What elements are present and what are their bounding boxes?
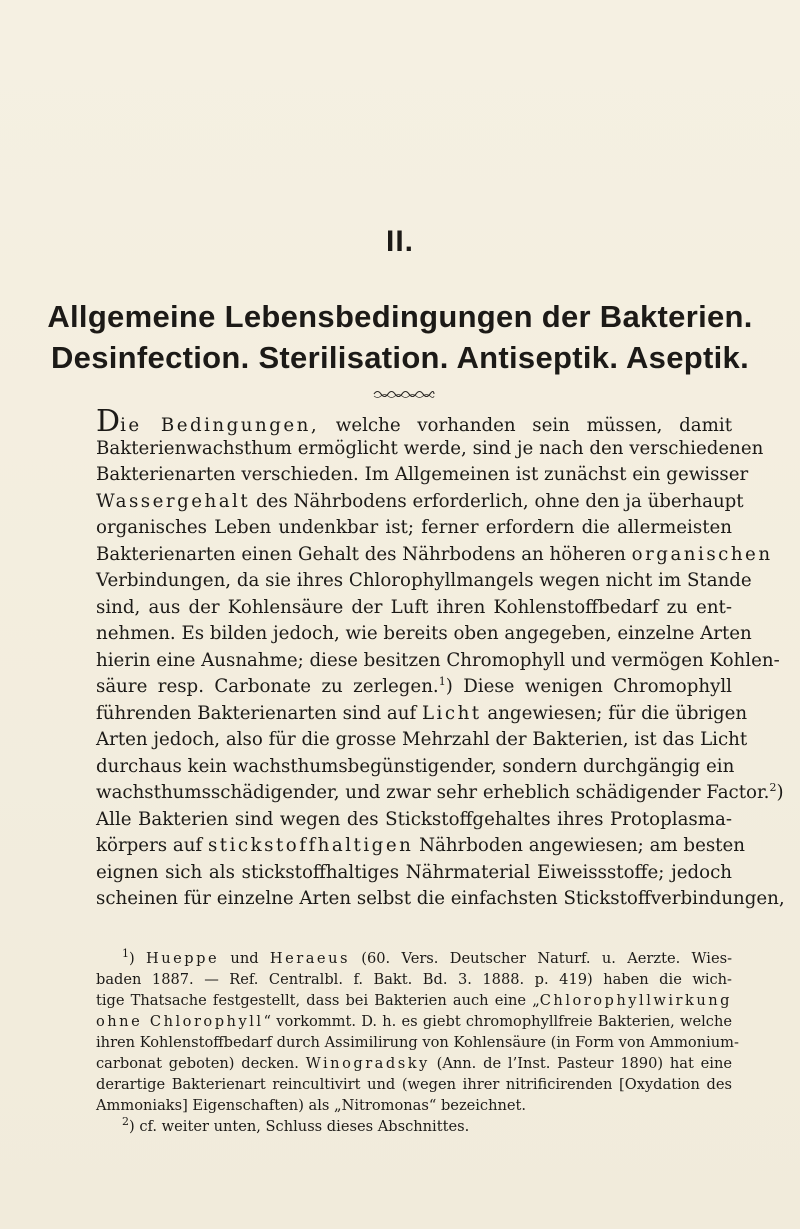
- body-text: [96, 404, 785, 913]
- emphasized-term: Wassergehalt: [96, 490, 251, 512]
- body-line-16: Alle Bakterien sind wegen des Stickstoffgehaltes ihres Protoplasma-: [96, 808, 732, 830]
- footnote-ref-1: 1: [438, 674, 446, 688]
- emphasized-term: organischen: [631, 543, 773, 565]
- body-line-19: scheinen für einzelne Arten selbst die einfachsten Stickstoffverbindungen,: [96, 888, 785, 909]
- footnote-mark-1: 1: [122, 947, 129, 961]
- footnote-text: “ vorkommt. D. h. es giebt chromophyllfreie Bakterien, welche: [263, 1013, 732, 1030]
- body-line-1-text: welche vorhanden sein müssen, damit: [319, 415, 732, 436]
- footnote-1-line-7: derartige Bakterienart reincultivirt und (wegen ihrer nitrificirenden [Oxydation des: [96, 1076, 732, 1093]
- chapter-title-line-1: Allgemeine Lebensbedingungen der Bakterien.: [47, 299, 753, 334]
- body-line-6-text: Bakterienarten einen Gehalt des Nährbodens an höheren: [96, 543, 632, 565]
- chapter-title-line-2: Desinfection. Sterilisation. Antiseptik. Aseptik.: [51, 340, 749, 375]
- body-line-15-text: wachsthumsschädigender, und zwar sehr erheblich schädigender Factor.: [96, 782, 770, 803]
- footnote-text: tige Thatsache festgestellt, dass bei Bakterien auch eine „: [96, 992, 540, 1009]
- body-line-2: Bakterienwachsthum ermöglicht werde, sind je nach den verschiedenen: [96, 437, 764, 459]
- emphasized-term: stickstoffhaltigen: [207, 835, 414, 856]
- body-line-4: [96, 489, 744, 516]
- body-line-15-rest: ): [776, 782, 784, 803]
- footnote-text: carbonat geboten) decken.: [96, 1055, 306, 1072]
- body-line-18: eignen sich als stickstoffhaltiges Nährmaterial Eiweissstoffe; jedoch: [96, 861, 732, 883]
- footnote-1-line-6: [96, 1053, 732, 1074]
- body-line-17-rest: Nährboden angewiesen; am besten: [413, 835, 745, 856]
- body-line-3: Bakterienarten verschieden. Im Allgemeinen ist zunächst ein gewisser: [96, 464, 749, 485]
- body-line-12: [96, 701, 748, 728]
- footnote-1-line-8: Ammoniaks] Eigenschaften) als „Nitromonas“ bezeichnet.: [96, 1097, 527, 1114]
- footnote-1-line-5: ihren Kohlenstoffbedarf durch Assimilirung von Kohlensäure (in Form von Ammonium-: [96, 1034, 739, 1051]
- footnote-1-line-3: [96, 990, 732, 1011]
- body-line-10: hierin eine Ausnahme; diese besitzen Chromophyll und vermögen Kohlen-: [96, 649, 780, 671]
- emphasized-term: ie Bedingungen,: [120, 415, 320, 436]
- author-name: Heraeus: [269, 950, 350, 967]
- footnote-2-line-1: [96, 1116, 732, 1137]
- body-line-5: organisches Leben undenkbar ist; ferner erfordern die allermeisten: [96, 517, 732, 538]
- body-line-4-text: des Nährbodens erforderlich, ohne den ja überhaupt: [250, 490, 744, 512]
- footnotes: [96, 947, 739, 1137]
- body-line-14: durchaus kein wachsthumsbegünstigender, sondern durchgängig ein: [96, 755, 735, 777]
- chapter-number: II.: [385, 225, 414, 258]
- body-line-1: [96, 404, 732, 439]
- footnote-1-line-4: [96, 1011, 732, 1032]
- footnote-1-line-2: baden 1887. — Ref. Centralbl. f. Bakt. Bd. 3. 1888. p. 419) haben die wich-: [96, 971, 732, 988]
- body-line-7: Verbindungen, da sie ihres Chlorophyllmangels wegen nicht im Stande: [96, 570, 752, 591]
- footnote-ref-2: 2: [769, 780, 777, 794]
- body-line-13: Arten jedoch, also für die grosse Mehrzahl der Bakterien, ist das Licht: [96, 729, 748, 750]
- footnote-text: (60. Vers. Deutscher Naturf. u. Aerzte. Wies-: [349, 950, 732, 967]
- footnote-text: ) cf. weiter unten, Schluss dieses Abschnittes.: [129, 1118, 470, 1135]
- footnote-mark-2: 2: [122, 1115, 129, 1129]
- footnote-text: (Ann. de l’Inst. Pasteur 1890) hat eine: [429, 1055, 732, 1072]
- emphasized-term: ohne Chlorophyll: [96, 1013, 264, 1030]
- body-line-9: nehmen. Es bilden jedoch, wie bereits oben angegeben, einzelne Arten: [96, 623, 752, 644]
- body-line-17-text: körpers auf: [96, 835, 208, 856]
- footnote-text: und: [219, 950, 270, 967]
- drop-cap-letter: D: [96, 404, 121, 439]
- emphasized-term: Chlorophyllwirkung: [539, 992, 732, 1009]
- body-line-11: [96, 674, 732, 701]
- body-line-12-text: führenden Bakterienarten sind auf: [96, 702, 422, 724]
- body-line-12-rest: angewiesen; für die übrigen: [481, 702, 748, 724]
- author-name: Hueppe: [146, 950, 220, 967]
- body-line-8: sind, aus der Kohlensäure der Luft ihren Kohlenstoffbedarf zu ent-: [96, 596, 732, 618]
- body-line-11-rest: ) Diese wenigen Chromophyll: [445, 676, 732, 697]
- body-line-15: [96, 780, 784, 807]
- author-name: Winogradsky: [305, 1055, 430, 1072]
- footnote-1-line-1: $^1$) Hueppe und Heraeus (60. Vers. Deutscher Naturf. u. Aerzte. Wies-: [122, 947, 732, 967]
- emphasized-term: Licht: [421, 702, 482, 724]
- wavy-line-ornament-icon: [373, 387, 435, 401]
- body-line-6: [96, 542, 773, 569]
- body-line-11-text: säure resp. Carbonate zu zerlegen.: [96, 676, 439, 697]
- body-line-17: [96, 833, 745, 860]
